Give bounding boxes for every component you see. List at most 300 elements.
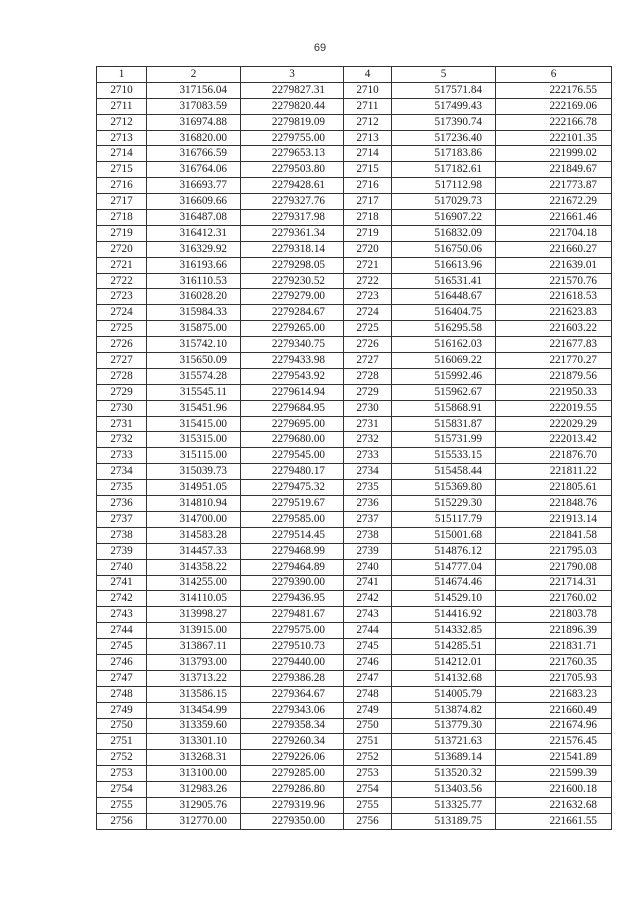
coordinate-x-cell: 315115.00 — [147, 448, 241, 464]
coordinate-x-cell: 314110.05 — [147, 591, 241, 607]
coordinate-x-cell: 515533.15 — [392, 448, 496, 464]
coordinate-y-cell: 2279653.13 — [241, 146, 344, 162]
coordinate-y-cell: 221683.23 — [496, 686, 612, 702]
coordinate-y-cell: 2279481.67 — [241, 607, 344, 623]
table-row — [97, 384, 612, 400]
page-number: 69 — [313, 42, 327, 54]
coordinate-x-cell: 516613.96 — [392, 257, 496, 273]
table-row — [97, 734, 612, 750]
coordinate-y-cell: 2279827.31 — [241, 82, 344, 98]
coordinate-x-cell: 313867.11 — [147, 639, 241, 655]
coordinate-y-cell: 221714.31 — [496, 575, 612, 591]
coordinate-y-cell: 2279464.89 — [241, 559, 344, 575]
point-number-cell: 2742 — [97, 591, 147, 607]
coordinate-y-cell: 221913.14 — [496, 511, 612, 527]
coordinate-y-cell: 2279475.32 — [241, 480, 344, 496]
coordinate-y-cell: 2279260.34 — [241, 734, 344, 750]
point-number-cell: 2734 — [97, 464, 147, 480]
coordinate-y-cell: 2279279.00 — [241, 289, 344, 305]
coordinate-x-cell: 513189.75 — [392, 813, 496, 829]
coordinate-y-cell: 2279286.80 — [241, 782, 344, 798]
coordinate-y-cell: 2279298.05 — [241, 257, 344, 273]
coordinate-x-cell: 514005.79 — [392, 686, 496, 702]
coordinate-y-cell: 2279285.00 — [241, 766, 344, 782]
point-number-cell: 2753 — [97, 766, 147, 782]
coordinate-y-cell: 2279327.76 — [241, 194, 344, 210]
coordinate-y-cell: 221831.71 — [496, 639, 612, 655]
point-number-cell: 2740 — [97, 559, 147, 575]
coordinate-y-cell: 222029.29 — [496, 416, 612, 432]
coordinate-x-cell: 515229.30 — [392, 496, 496, 512]
coordinate-x-cell: 316028.20 — [147, 289, 241, 305]
coordinate-x-cell: 515369.80 — [392, 480, 496, 496]
table-row — [97, 337, 612, 353]
coordinate-y-cell: 2279230.52 — [241, 273, 344, 289]
point-number-cell: 2720 — [97, 241, 147, 257]
coordinate-x-cell: 314457.33 — [147, 543, 241, 559]
coordinate-x-cell: 517571.84 — [392, 82, 496, 98]
point-number-cell: 2751 — [97, 734, 147, 750]
point-number-cell: 2745 — [97, 639, 147, 655]
coordinate-y-cell: 221674.96 — [496, 718, 612, 734]
column-header: 3 — [241, 67, 344, 83]
coordinate-x-cell: 315650.09 — [147, 353, 241, 369]
coordinate-y-cell: 2279350.00 — [241, 813, 344, 829]
coordinate-y-cell: 2279343.06 — [241, 702, 344, 718]
coordinate-y-cell: 221760.02 — [496, 591, 612, 607]
header-row — [97, 67, 612, 83]
coordinate-x-cell: 317083.59 — [147, 98, 241, 114]
coordinate-y-cell: 221632.68 — [496, 797, 612, 813]
coordinate-x-cell: 313301.10 — [147, 734, 241, 750]
point-number-cell: 2728 — [97, 368, 147, 384]
table-row — [97, 654, 612, 670]
coordinate-x-cell: 313268.31 — [147, 750, 241, 766]
point-number-cell: 2740 — [344, 559, 392, 575]
table-row — [97, 750, 612, 766]
coordinate-x-cell: 514212.01 — [392, 654, 496, 670]
coordinate-x-cell: 315315.00 — [147, 432, 241, 448]
point-number-cell: 2735 — [97, 480, 147, 496]
point-number-cell: 2748 — [344, 686, 392, 702]
coordinate-x-cell: 313915.00 — [147, 623, 241, 639]
coordinate-y-cell: 2279510.73 — [241, 639, 344, 655]
coordinate-x-cell: 513779.30 — [392, 718, 496, 734]
coordinate-x-cell: 313586.15 — [147, 686, 241, 702]
coordinate-y-cell: 221570.76 — [496, 273, 612, 289]
coordinate-y-cell: 221841.58 — [496, 527, 612, 543]
point-number-cell: 2741 — [97, 575, 147, 591]
coordinate-y-cell: 221999.02 — [496, 146, 612, 162]
coordinate-y-cell: 222176.55 — [496, 82, 612, 98]
coordinate-x-cell: 316609.66 — [147, 194, 241, 210]
coordinate-x-cell: 316764.06 — [147, 162, 241, 178]
coordinate-x-cell: 517182.61 — [392, 162, 496, 178]
point-number-cell: 2711 — [344, 98, 392, 114]
point-number-cell: 2726 — [97, 337, 147, 353]
coordinate-x-cell: 315574.28 — [147, 368, 241, 384]
table-header — [97, 67, 612, 83]
coordinate-x-cell: 316693.77 — [147, 178, 241, 194]
coordinate-x-cell: 315451.96 — [147, 400, 241, 416]
coordinate-y-cell: 221672.29 — [496, 194, 612, 210]
coordinate-y-cell: 2279428.61 — [241, 178, 344, 194]
point-number-cell: 2732 — [97, 432, 147, 448]
point-number-cell: 2754 — [344, 782, 392, 798]
coordinate-x-cell: 315742.10 — [147, 337, 241, 353]
coordinate-y-cell: 2279480.17 — [241, 464, 344, 480]
point-number-cell: 2713 — [97, 130, 147, 146]
table-row — [97, 496, 612, 512]
point-number-cell: 2747 — [97, 670, 147, 686]
coordinate-x-cell: 514285.51 — [392, 639, 496, 655]
table-row — [97, 639, 612, 655]
point-number-cell: 2750 — [344, 718, 392, 734]
coordinate-y-cell: 2279543.92 — [241, 368, 344, 384]
table-row — [97, 273, 612, 289]
point-number-cell: 2735 — [344, 480, 392, 496]
table-row — [97, 718, 612, 734]
coordinate-x-cell: 515731.99 — [392, 432, 496, 448]
point-number-cell: 2714 — [97, 146, 147, 162]
column-header: 5 — [392, 67, 496, 83]
coordinate-x-cell: 516907.22 — [392, 210, 496, 226]
point-number-cell: 2714 — [344, 146, 392, 162]
table-row — [97, 289, 612, 305]
point-number-cell: 2755 — [344, 797, 392, 813]
point-number-cell: 2717 — [344, 194, 392, 210]
coordinate-y-cell: 2279819.09 — [241, 114, 344, 130]
coordinate-x-cell: 314255.00 — [147, 575, 241, 591]
point-number-cell: 2749 — [344, 702, 392, 718]
point-number-cell: 2752 — [97, 750, 147, 766]
point-number-cell: 2727 — [97, 353, 147, 369]
table-row — [97, 527, 612, 543]
coordinate-x-cell: 514332.85 — [392, 623, 496, 639]
table-row — [97, 146, 612, 162]
column-header: 4 — [344, 67, 392, 83]
table-row — [97, 543, 612, 559]
coordinate-x-cell: 314700.00 — [147, 511, 241, 527]
coordinate-x-cell: 314810.94 — [147, 496, 241, 512]
table-row — [97, 257, 612, 273]
coordinate-y-cell: 2279226.06 — [241, 750, 344, 766]
coordinate-y-cell: 2279284.67 — [241, 305, 344, 321]
coordinate-y-cell: 221603.22 — [496, 321, 612, 337]
table-row — [97, 448, 612, 464]
table-row — [97, 368, 612, 384]
coordinate-y-cell: 221576.45 — [496, 734, 612, 750]
coordinate-x-cell: 513520.32 — [392, 766, 496, 782]
coordinate-x-cell: 312770.00 — [147, 813, 241, 829]
point-number-cell: 2756 — [97, 813, 147, 829]
coordinate-x-cell: 315545.11 — [147, 384, 241, 400]
point-number-cell: 2710 — [97, 82, 147, 98]
coordinate-x-cell: 514132.68 — [392, 670, 496, 686]
coordinate-y-cell: 221760.35 — [496, 654, 612, 670]
coordinate-y-cell: 221879.56 — [496, 368, 612, 384]
coordinate-x-cell: 513721.63 — [392, 734, 496, 750]
coordinate-y-cell: 2279684.95 — [241, 400, 344, 416]
coordinate-y-cell: 2279695.00 — [241, 416, 344, 432]
coordinate-x-cell: 316329.92 — [147, 241, 241, 257]
coordinate-y-cell: 221811.22 — [496, 464, 612, 480]
point-number-cell: 2733 — [97, 448, 147, 464]
coordinate-y-cell: 221848.76 — [496, 496, 612, 512]
point-number-cell: 2722 — [97, 273, 147, 289]
point-number-cell: 2745 — [344, 639, 392, 655]
coordinate-x-cell: 514876.12 — [392, 543, 496, 559]
point-number-cell: 2753 — [344, 766, 392, 782]
table-row — [97, 607, 612, 623]
point-number-cell: 2755 — [97, 797, 147, 813]
coordinate-x-cell: 316487.08 — [147, 210, 241, 226]
coordinate-y-cell: 221805.61 — [496, 480, 612, 496]
table-row — [97, 210, 612, 226]
point-number-cell: 2737 — [344, 511, 392, 527]
table-row — [97, 353, 612, 369]
point-number-cell: 2724 — [97, 305, 147, 321]
column-header: 2 — [147, 67, 241, 83]
coordinate-x-cell: 313100.00 — [147, 766, 241, 782]
table-row — [97, 178, 612, 194]
point-number-cell: 2731 — [344, 416, 392, 432]
coordinate-x-cell: 312983.26 — [147, 782, 241, 798]
table-row — [97, 782, 612, 798]
point-number-cell: 2744 — [344, 623, 392, 639]
coordinate-x-cell: 314951.05 — [147, 480, 241, 496]
table-row — [97, 670, 612, 686]
point-number-cell: 2716 — [344, 178, 392, 194]
coordinate-y-cell: 2279390.00 — [241, 575, 344, 591]
point-number-cell: 2741 — [344, 575, 392, 591]
point-number-cell: 2712 — [344, 114, 392, 130]
coordinate-x-cell: 316974.88 — [147, 114, 241, 130]
coordinate-y-cell: 2279361.34 — [241, 225, 344, 241]
coordinate-y-cell: 2279364.67 — [241, 686, 344, 702]
point-number-cell: 2739 — [97, 543, 147, 559]
coordinate-x-cell: 317156.04 — [147, 82, 241, 98]
coordinate-y-cell: 2279358.34 — [241, 718, 344, 734]
coordinate-y-cell: 2279755.00 — [241, 130, 344, 146]
table-row — [97, 130, 612, 146]
coordinate-x-cell: 516531.41 — [392, 273, 496, 289]
coordinate-y-cell: 221661.55 — [496, 813, 612, 829]
coordinate-y-cell: 221773.87 — [496, 178, 612, 194]
coordinate-y-cell: 2279433.98 — [241, 353, 344, 369]
point-number-cell: 2752 — [344, 750, 392, 766]
column-header: 1 — [97, 67, 147, 83]
coordinate-x-cell: 515001.68 — [392, 527, 496, 543]
point-number-cell: 2750 — [97, 718, 147, 734]
point-number-cell: 2710 — [344, 82, 392, 98]
coordinate-y-cell: 2279340.75 — [241, 337, 344, 353]
point-number-cell: 2728 — [344, 368, 392, 384]
coordinate-x-cell: 516448.67 — [392, 289, 496, 305]
table-row — [97, 162, 612, 178]
table-row — [97, 813, 612, 829]
point-number-cell: 2746 — [97, 654, 147, 670]
coordinate-x-cell: 516069.22 — [392, 353, 496, 369]
table-row — [97, 464, 612, 480]
coordinate-x-cell: 517112.98 — [392, 178, 496, 194]
coordinate-y-cell: 221600.18 — [496, 782, 612, 798]
coordinate-y-cell: 2279503.80 — [241, 162, 344, 178]
coordinate-x-cell: 315875.00 — [147, 321, 241, 337]
table-row — [97, 575, 612, 591]
coordinate-x-cell: 514529.10 — [392, 591, 496, 607]
coordinate-x-cell: 515117.79 — [392, 511, 496, 527]
coordinate-y-cell: 221896.39 — [496, 623, 612, 639]
point-number-cell: 2738 — [344, 527, 392, 543]
coordinate-x-cell: 516750.06 — [392, 241, 496, 257]
point-number-cell: 2721 — [344, 257, 392, 273]
table-row — [97, 623, 612, 639]
table-row — [97, 305, 612, 321]
table-row — [97, 686, 612, 702]
table-row — [97, 797, 612, 813]
coordinate-x-cell: 316193.66 — [147, 257, 241, 273]
table-row — [97, 766, 612, 782]
table-row — [97, 225, 612, 241]
coordinate-y-cell: 221770.27 — [496, 353, 612, 369]
coordinate-x-cell: 314583.28 — [147, 527, 241, 543]
coordinate-y-cell: 221623.83 — [496, 305, 612, 321]
coordinate-x-cell: 315415.00 — [147, 416, 241, 432]
coordinate-x-cell: 313713.22 — [147, 670, 241, 686]
coordinate-y-cell: 2279436.95 — [241, 591, 344, 607]
coordinate-x-cell: 516295.58 — [392, 321, 496, 337]
coordinate-y-cell: 2279318.14 — [241, 241, 344, 257]
table-row — [97, 321, 612, 337]
table-row — [97, 400, 612, 416]
coordinate-y-cell: 221599.39 — [496, 766, 612, 782]
point-number-cell: 2742 — [344, 591, 392, 607]
coordinate-y-cell: 221618.53 — [496, 289, 612, 305]
coordinate-y-cell: 222169.06 — [496, 98, 612, 114]
coordinate-y-cell: 2279680.00 — [241, 432, 344, 448]
point-number-cell: 2716 — [97, 178, 147, 194]
point-number-cell: 2712 — [97, 114, 147, 130]
coordinate-y-cell: 221705.93 — [496, 670, 612, 686]
coordinate-y-cell: 2279519.67 — [241, 496, 344, 512]
coordinate-y-cell: 221639.01 — [496, 257, 612, 273]
coordinate-y-cell: 2279440.00 — [241, 654, 344, 670]
coordinate-y-cell: 2279514.45 — [241, 527, 344, 543]
point-number-cell: 2739 — [344, 543, 392, 559]
coordinate-y-cell: 221876.70 — [496, 448, 612, 464]
coordinate-y-cell: 2279468.99 — [241, 543, 344, 559]
point-number-cell: 2719 — [97, 225, 147, 241]
coordinates-table — [96, 66, 612, 830]
point-number-cell: 2725 — [97, 321, 147, 337]
coordinate-x-cell: 516404.75 — [392, 305, 496, 321]
point-number-cell: 2731 — [97, 416, 147, 432]
coordinate-x-cell: 517236.40 — [392, 130, 496, 146]
coordinate-x-cell: 315039.73 — [147, 464, 241, 480]
coordinate-y-cell: 221704.18 — [496, 225, 612, 241]
coordinate-x-cell: 315984.33 — [147, 305, 241, 321]
coordinate-y-cell: 221795.03 — [496, 543, 612, 559]
point-number-cell: 2736 — [344, 496, 392, 512]
coordinate-y-cell: 2279545.00 — [241, 448, 344, 464]
table-row — [97, 194, 612, 210]
point-number-cell: 2725 — [344, 321, 392, 337]
point-number-cell: 2717 — [97, 194, 147, 210]
coordinate-x-cell: 516832.09 — [392, 225, 496, 241]
table-row — [97, 702, 612, 718]
point-number-cell: 2720 — [344, 241, 392, 257]
point-number-cell: 2748 — [97, 686, 147, 702]
coordinate-y-cell: 222101.35 — [496, 130, 612, 146]
coordinate-x-cell: 517183.86 — [392, 146, 496, 162]
table-row — [97, 241, 612, 257]
coordinate-y-cell: 222019.55 — [496, 400, 612, 416]
point-number-cell: 2734 — [344, 464, 392, 480]
point-number-cell: 2729 — [97, 384, 147, 400]
point-number-cell: 2724 — [344, 305, 392, 321]
coordinate-y-cell: 221790.08 — [496, 559, 612, 575]
coordinate-x-cell: 516162.03 — [392, 337, 496, 353]
coordinate-y-cell: 2279386.28 — [241, 670, 344, 686]
table-row — [97, 511, 612, 527]
coordinate-x-cell: 513874.82 — [392, 702, 496, 718]
point-number-cell: 2744 — [97, 623, 147, 639]
point-number-cell: 2747 — [344, 670, 392, 686]
coordinate-x-cell: 316766.59 — [147, 146, 241, 162]
point-number-cell: 2749 — [97, 702, 147, 718]
point-number-cell: 2715 — [344, 162, 392, 178]
point-number-cell: 2730 — [97, 400, 147, 416]
table-row — [97, 480, 612, 496]
table-row — [97, 559, 612, 575]
table-row — [97, 114, 612, 130]
point-number-cell: 2754 — [97, 782, 147, 798]
point-number-cell: 2723 — [97, 289, 147, 305]
coordinate-y-cell: 221660.27 — [496, 241, 612, 257]
coordinate-x-cell: 517029.73 — [392, 194, 496, 210]
coordinate-x-cell: 316820.00 — [147, 130, 241, 146]
coordinate-y-cell: 2279317.98 — [241, 210, 344, 226]
table-row — [97, 416, 612, 432]
point-number-cell: 2737 — [97, 511, 147, 527]
coordinate-x-cell: 514777.04 — [392, 559, 496, 575]
point-number-cell: 2721 — [97, 257, 147, 273]
coordinate-y-cell: 2279614.94 — [241, 384, 344, 400]
coordinate-y-cell: 221950.33 — [496, 384, 612, 400]
coordinate-x-cell: 515458.44 — [392, 464, 496, 480]
coordinate-x-cell: 513325.77 — [392, 797, 496, 813]
point-number-cell: 2743 — [97, 607, 147, 623]
coordinate-x-cell: 313359.60 — [147, 718, 241, 734]
point-number-cell: 2746 — [344, 654, 392, 670]
table-row — [97, 432, 612, 448]
coordinate-x-cell: 316110.53 — [147, 273, 241, 289]
coordinate-x-cell: 514416.92 — [392, 607, 496, 623]
coordinate-y-cell: 221660.49 — [496, 702, 612, 718]
point-number-cell: 2733 — [344, 448, 392, 464]
coordinate-y-cell: 221677.83 — [496, 337, 612, 353]
coordinate-x-cell: 515962.67 — [392, 384, 496, 400]
coordinate-x-cell: 515992.46 — [392, 368, 496, 384]
point-number-cell: 2713 — [344, 130, 392, 146]
coordinate-x-cell: 313454.99 — [147, 702, 241, 718]
coordinate-x-cell: 517499.43 — [392, 98, 496, 114]
point-number-cell: 2751 — [344, 734, 392, 750]
point-number-cell: 2715 — [97, 162, 147, 178]
coordinate-y-cell: 221541.89 — [496, 750, 612, 766]
coordinate-y-cell: 222013.42 — [496, 432, 612, 448]
